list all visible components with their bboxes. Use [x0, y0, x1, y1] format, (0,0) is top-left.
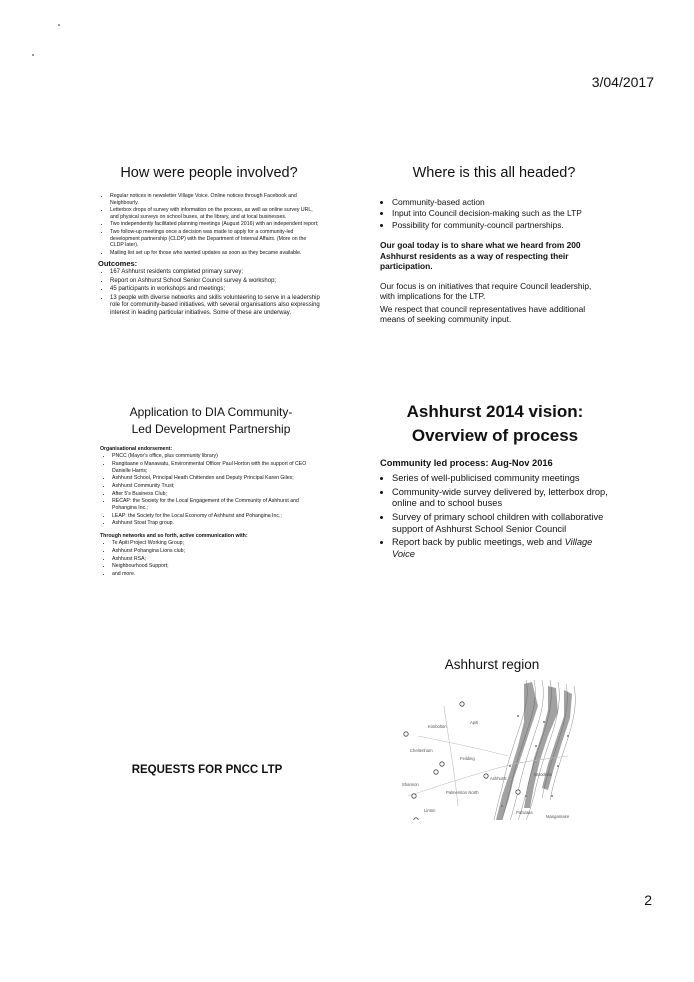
page-number: 2	[644, 892, 652, 908]
list-item: • Input into Council decision-making such as the LTP	[392, 208, 608, 219]
list-item: • Rangitaane o Manawatu, Environmental Officer Paul Horton with the support of CEO Danielle Harris;	[112, 461, 322, 474]
slide-ashhurst-region	[392, 656, 592, 820]
respect-statement: We respect that council representatives have additional means of seeking community input.	[380, 303, 586, 325]
list-item: • 13 people with diverse networks and skills volunteering to serve in a leadership role for community-based initiatives, with several organisations also expressing interest in leading particular initiatives. Some of these are underway.	[110, 295, 320, 318]
list-item: • Series of well-publicised community meetings	[392, 473, 610, 485]
list-item: • and more.	[112, 571, 322, 578]
scan-speck	[32, 54, 34, 56]
list-item: • LEAP: the Society for the Local Economy of Ashhurst and Pohangina Inc.;	[112, 513, 322, 520]
map-label: Feilding	[460, 755, 475, 761]
slide-title: REQUESTS FOR PNCC LTP	[131, 764, 283, 776]
scan-speck	[58, 24, 60, 26]
slide-where-headed	[380, 164, 608, 325]
list-item: • Te Apiti Project Working Group;	[112, 540, 322, 547]
map-label: Linton	[424, 807, 436, 813]
list-item: • Ashhurst RSA;	[112, 556, 322, 563]
village-voice-text: Village Voice	[392, 537, 593, 559]
slide-title: Where is this all headed?	[412, 165, 576, 181]
networks-list	[100, 540, 322, 577]
endorsement-heading: Organisational endorsement:	[100, 445, 173, 452]
map-label: Apiti	[470, 719, 479, 725]
list-item: • 45 participants in workshops and meetings;	[110, 286, 320, 294]
map-marker	[516, 789, 520, 793]
map-label: Mangamaire	[546, 813, 570, 819]
slide-how-people-involved	[98, 164, 320, 318]
slide-title: Ashhurst region	[444, 657, 540, 672]
map-marker	[460, 701, 464, 705]
list-item: • Community-wide survey delivered by, letterbox drop, online and to school buses	[392, 487, 610, 510]
list-item	[392, 537, 610, 560]
map-label: Pahiatua	[516, 809, 533, 815]
list-item: • Regular notices in newsletter Village Voice. Online notices through Facebook and Neighbourly.	[110, 193, 320, 206]
networks-heading: Through networks and so forth, active communication with:	[100, 532, 248, 539]
list-item: • PNCC (Mayor's office, plus community library)	[112, 453, 322, 460]
slide-requests	[100, 764, 314, 776]
list-item: • After 5's Business Club;	[112, 491, 322, 498]
map-label: Ashhurst	[490, 775, 507, 781]
slide-body	[380, 197, 608, 325]
slide-body	[100, 446, 322, 578]
list-item: • Neighbourhood Support;	[112, 563, 322, 570]
list-item: • Letterbox drops of survey with information on the process, as well as online survey URL, and physical surveys on school buses, at the library, and at local businesses.	[110, 207, 320, 220]
list-item: • Two follow-up meetings once a decision was made to apply for a community-led development partnership (CLDP) with the Department of Internal Affairs. (More on the CLDP later).	[110, 229, 320, 249]
map-marker	[412, 793, 416, 797]
map-label: Woodville	[534, 771, 553, 777]
slide-title	[380, 400, 610, 448]
endorsement-list	[100, 453, 322, 527]
focus-statement: Our focus is on initiatives that require Council leadership, with implications for the LTP.	[380, 280, 592, 302]
list-item: • Ashhurst Community Trust;	[112, 483, 322, 490]
map-marker	[484, 773, 488, 777]
report-back-text: Report back by public meetings, web and	[392, 537, 565, 548]
list-item: • 167 Ashhurst residents completed primary survey;	[110, 269, 320, 277]
title-line-1: Ashhurst 2014 vision:	[406, 402, 584, 421]
map-marker	[440, 761, 444, 765]
list-item: • Report on Ashhurst School Senior Council survey & workshop;	[110, 278, 320, 286]
direction-list	[380, 197, 608, 231]
outcomes-heading: Outcomes:	[98, 258, 138, 268]
slide-title: How were people involved?	[120, 165, 298, 181]
process-subheading: Community led process: Aug-Nov 2016	[380, 457, 553, 468]
list-item: • RECAP: the Society for the Local Engagement of the Community of Ashhurst and Pohangina Inc.;	[112, 498, 322, 511]
page-date: 3/04/2017	[591, 74, 654, 90]
slide-dia-application	[100, 404, 322, 579]
list-item: • Ashhurst Stoat Trap group.	[112, 520, 322, 527]
list-item: • Survey of primary school children with collaborative support of Ashhurst School Senior Council	[392, 512, 610, 535]
map-label: Shannon	[402, 781, 419, 787]
list-item: • Mailing list set up for those who wanted updates as soon as they became available.	[110, 250, 320, 257]
map-marker	[404, 731, 408, 735]
region-map	[398, 676, 580, 820]
list-item: • Ashhurst School, Principal Heath Chittenden and Deputy Principal Karen Giles;	[112, 475, 322, 482]
involvement-list	[98, 193, 320, 257]
outcomes-list	[98, 269, 320, 317]
slide-body	[380, 458, 610, 561]
list-item: • Community-based action	[392, 197, 608, 208]
slide-title: Application to DIA Community-Led Development Partnership	[129, 405, 293, 436]
map-marker	[434, 769, 438, 773]
list-item: • Possibility for community-council partnerships.	[392, 220, 608, 231]
process-list	[380, 473, 610, 560]
title-line-2: Overview of process	[411, 425, 579, 445]
map-label: Palmerston North	[446, 789, 479, 795]
slide-vision-overview	[380, 400, 610, 562]
map-marker	[414, 817, 418, 819]
list-item: • Two independently facilitated planning meetings (August 2016) with an independent report;	[110, 221, 320, 228]
list-item: • Ashhurst Pohangina Lions club;	[112, 548, 322, 555]
map-label: Kimbolton	[428, 723, 447, 729]
goal-statement: Our goal today is to share what we heard from 200 Ashhurst residents as a way of respecting their participation.	[380, 240, 581, 272]
slide-body	[98, 193, 320, 318]
map-label: Cheltenham	[410, 747, 433, 753]
